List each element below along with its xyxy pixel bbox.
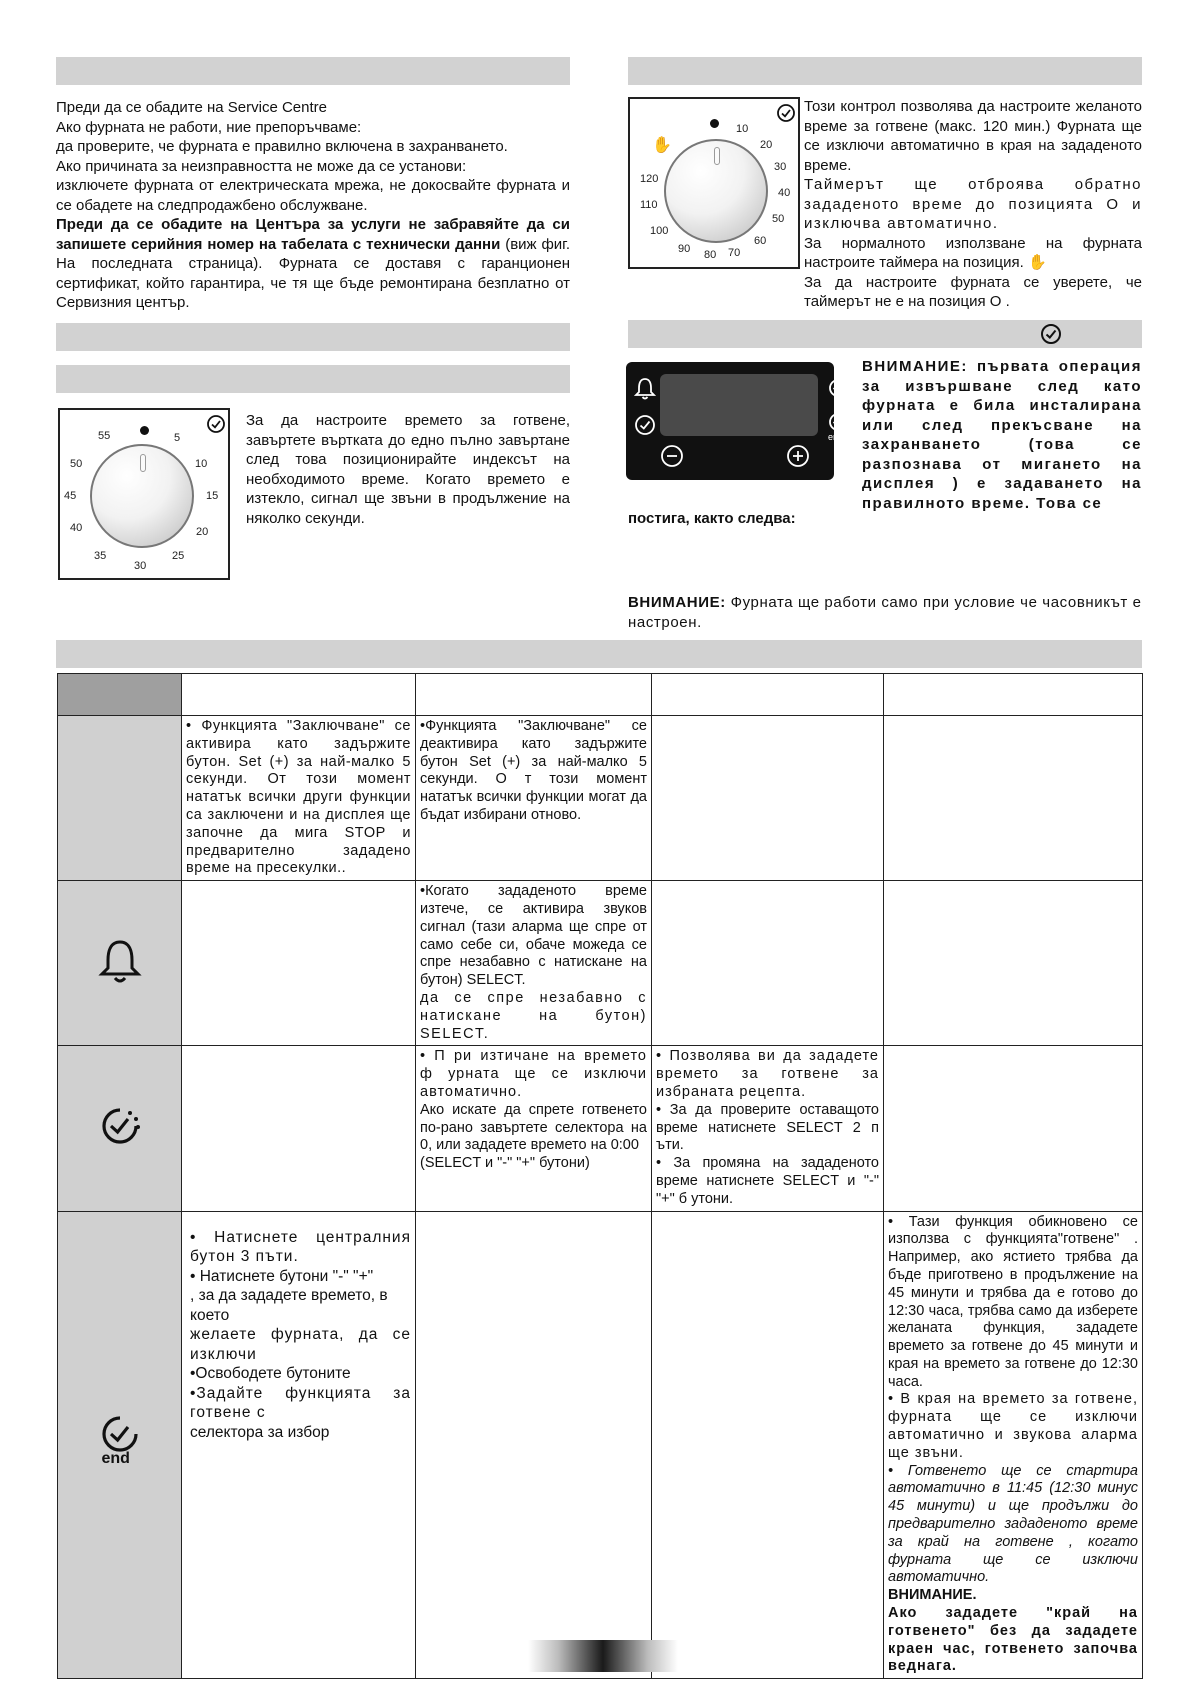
end-time-example: • Тази функция обикновено се използва с функцията"готвене" . Например, ако ястието трябва да бъде приготвено в продължение на 45 минути и трябва да е готово до 12:30 часа, трябва само да изберете желаната функция, зададете времето за готвене до 45 минути и края на времето за готвене до 12:30 часа. — [888, 1213, 1138, 1390]
note-label: ВНИМАНИЕ: — [628, 594, 726, 611]
table-row-duration — [58, 1046, 1143, 1211]
header-cell — [884, 674, 1143, 716]
header-cell — [182, 674, 416, 716]
hand-icon: ✋ — [652, 137, 672, 154]
tick-10: 10 — [195, 458, 208, 470]
minus-button-icon[interactable] — [660, 444, 684, 468]
table-row-alarm — [58, 881, 1143, 1046]
tick-30: 30 — [134, 560, 147, 572]
tick-40: 40 — [70, 522, 83, 534]
table-cell — [416, 1211, 652, 1679]
table-cell — [652, 716, 884, 881]
tick-90: 90 — [678, 243, 691, 255]
icon-cell — [58, 881, 182, 1046]
header-cell — [416, 674, 652, 716]
end-time-warning-text: Ако зададете "край на готвенето" без да зададете краен час, готвенето започва веднага. — [888, 1605, 1138, 1675]
section-bar-left-1 — [56, 57, 570, 85]
clock-check-icon — [206, 414, 226, 434]
duration-set-cell — [652, 1046, 884, 1211]
minute-timer-dial-figure — [58, 408, 230, 580]
table-header-row — [58, 674, 1143, 716]
section-bar-right-2 — [628, 320, 1142, 348]
page-footer-bar — [528, 1640, 678, 1672]
end-timer-text-3 — [804, 234, 1142, 273]
manual-position-note: За нормалното използване на фурната настроите таймера на позиция. — [804, 234, 1142, 271]
dial-marker-dot — [710, 119, 719, 128]
table-cell — [652, 881, 884, 1046]
table-cell — [884, 881, 1143, 1046]
tick-15: 15 — [206, 490, 219, 502]
first-setup-warning: ВНИМАНИЕ: първата операция за извършване след като фурната е била инсталирана или след прекъсване на захранването (това се разпознава от мигането на дисплея ) е задаването на правилното време. Това се — [862, 358, 1142, 512]
knob-index — [714, 147, 720, 165]
icon-cell — [58, 1046, 182, 1211]
alarm-stop-text: да се спре незабавно с натискане на бутон) SELECT. — [420, 989, 647, 1042]
table-cell — [182, 1046, 416, 1211]
tick-45: 45 — [64, 490, 77, 502]
tick-70: 70 — [728, 247, 741, 259]
serial-number-note: Преди да се обадите на Центъра за услуги не забравяйте да си запишете серийния номер на табелата с технически данни — [56, 216, 570, 253]
icon-cell — [58, 1211, 182, 1679]
clock-required-note — [628, 593, 1142, 632]
header-cell — [58, 674, 182, 716]
intro-line-3: да проверите, че фурната е правилно включена в захранването. — [56, 138, 508, 155]
tick-50: 50 — [70, 458, 83, 470]
tick-40: 40 — [778, 187, 791, 199]
intro-para-1: изключете фурната от електрическата мрежа, не докосвайте фурната и се обадете на следпродажбено обслужване. — [56, 177, 570, 214]
display-screen — [660, 374, 818, 436]
tick-35: 35 — [94, 550, 107, 562]
tick-20: 20 — [196, 526, 209, 538]
lock-activate-cell: • Функцията "Заключване" се активира като задържите бутон. Set (+) за най-малко 5 секунди. От този момент нататък всички други функции са заключени и на дисплея ще започне да мига STOP и предварително зададено време на пресекулки.. — [182, 716, 416, 881]
display-panel-figure — [626, 362, 844, 480]
tick-100: 100 — [650, 225, 669, 237]
end-time-description-cell — [884, 1211, 1143, 1679]
guarantee-note: (виж фиг. На последната страница). Фурната се доставя с гаранционен сертификат, който гарантира, че тя ще бъде ремонтирана безплатно от Сервизния център. — [56, 235, 570, 311]
end-time-alarm: • В края на времето за готвене, фурната ще се изключи автоматично и звукова аларма ще звъни. — [888, 1391, 1138, 1461]
section-bar-full — [56, 640, 1142, 668]
section-bar-right-1 — [628, 57, 1142, 85]
step-line: селектора за избор — [190, 1423, 330, 1441]
end-timer-description — [804, 97, 1142, 312]
minute-timer-description: За да настроите времето за готвене, завъртете въртката до едно пълно завъртане след това позиционирайте индексът на необходимото време. Когато времето е изтекло, сигнал ще звъни в продължение на няколко секунди. — [246, 412, 570, 527]
step-line: желаете фурната, да се изключи — [190, 1326, 411, 1363]
first-setup-warning-tail: постига, както следва: — [628, 510, 796, 527]
clock-check-icon — [1040, 323, 1062, 345]
tick-60: 60 — [754, 235, 767, 247]
table-cell — [652, 1211, 884, 1679]
step-line: •Задайте функцията за готвене с — [190, 1384, 411, 1422]
header-cell — [652, 674, 884, 716]
alarm-description-cell — [416, 881, 652, 1046]
end-time-warning-label: ВНИМАНИЕ. — [888, 1587, 977, 1604]
table-row-lock — [58, 716, 1143, 881]
end-timer-text-1: Този контрол позволява да настроите желаното време за готвене (макс. 120 мин.) Фурната ще се изключи автоматично в края на зададеното време. — [804, 98, 1142, 174]
plus-button-icon[interactable] — [786, 444, 810, 468]
note-text: Фурната ще работи само при условие че часовникът е настроен. — [628, 594, 1142, 631]
step-line: • Натиснете централния бутон 3 пъти. — [190, 1228, 411, 1266]
tick-120: 120 — [640, 173, 659, 185]
duration-end-cell — [416, 1046, 652, 1211]
section-bar-left-2 — [56, 323, 570, 351]
tick-30: 30 — [774, 161, 787, 173]
end-time-steps-cell — [182, 1211, 416, 1679]
step-line: , за да зададете времето, в което — [190, 1287, 388, 1324]
tick-25: 25 — [172, 550, 185, 562]
lock-deactivate-cell: •Функцията "Заключване" се деактивира като задържите бутон Set (+) за най-малко 5 секунди. О т този момент нататък всички функции могат да бъдат избирани отново. — [416, 716, 652, 881]
tick-20: 20 — [760, 139, 773, 151]
duration-check-text: • За да проверите оставащото време натиснете SELECT 2 п ъти. — [656, 1101, 879, 1154]
end-time-icon[interactable] — [826, 410, 850, 434]
end-time-start-note: • Готвенето ще се стартира автоматично в 11:45 (12:30 минус 45 минути) и ще продължи до предварително зададеното време за край на готвене , когато фурната ще се изключи автоматично. — [888, 1462, 1138, 1586]
tick-50: 50 — [772, 213, 785, 225]
tick-55: 55 — [98, 430, 111, 442]
end-label: end — [101, 1449, 130, 1467]
duration-buttons-text: (SELECT и "-" "+" бутони) — [420, 1155, 590, 1172]
clock-check-icon — [776, 103, 796, 123]
clock-check-icon[interactable] — [634, 414, 656, 436]
table-cell — [884, 1046, 1143, 1211]
intro-line-4: Ако причината за неизправността не може да се установи: — [56, 157, 467, 175]
end-timer-text-4: За да настроите фурната се уверете, че таймерът не е на позиция О . — [804, 273, 1142, 310]
intro-line-2: Ако фурната не работи, ние препоръчваме: — [56, 118, 362, 136]
step-line: •Освободете бутоните — [190, 1365, 351, 1383]
tick-80: 80 — [704, 249, 717, 261]
end-label: end — [828, 432, 844, 442]
table-row-end-time — [58, 1211, 1143, 1679]
end-timer-dial-figure — [628, 97, 800, 269]
duration-stop-text: Ако искате да спрете готвенето по-рано завъртете селектора на 0, или зададете времето на 0:00 — [420, 1101, 647, 1154]
duration-timer-icon[interactable] — [826, 376, 850, 400]
duration-timer-icon — [96, 1102, 144, 1150]
intro-para-2 — [56, 215, 570, 313]
alarm-text: •Когато зададеното време изтече, се активира звуков сигнал (тази аларма ще спре от само себе си, обаче можеда се спре незабавно с натискане на бутон) SELECT. — [420, 883, 647, 989]
duration-end-text: • П ри изтичане на времето ф урната ще се изключи автоматично. — [420, 1048, 647, 1100]
step-line: • Натиснете бутони "-" "+" — [190, 1267, 374, 1285]
section-bar-left-3 — [56, 365, 570, 393]
tick-10: 10 — [736, 123, 749, 135]
bell-icon[interactable] — [634, 376, 656, 400]
tick-5: 5 — [174, 432, 181, 444]
service-intro — [56, 98, 570, 313]
duration-set-text: • Позволява ви да зададете времето за готвене за избраната рецепта. — [656, 1048, 879, 1100]
tick-110: 110 — [640, 199, 658, 211]
dial-marker-dot — [140, 426, 149, 435]
end-timer-text-2: Таймерът ще отброява обратно зададеното време до позицията О и изключва автоматично. — [804, 176, 1142, 232]
duration-change-text: • За промяна на зададеното време натиснете SELECT и "-" "+" б утони. — [656, 1155, 879, 1207]
table-cell — [884, 716, 1143, 881]
intro-line-1: Преди да се обадите на Service Centre — [56, 99, 327, 116]
icon-cell — [58, 716, 182, 881]
functions-table — [57, 673, 1143, 1679]
bell-icon — [98, 936, 142, 984]
knob-index — [140, 454, 146, 472]
hand-icon: ✋ — [1027, 254, 1047, 271]
table-cell — [182, 881, 416, 1046]
